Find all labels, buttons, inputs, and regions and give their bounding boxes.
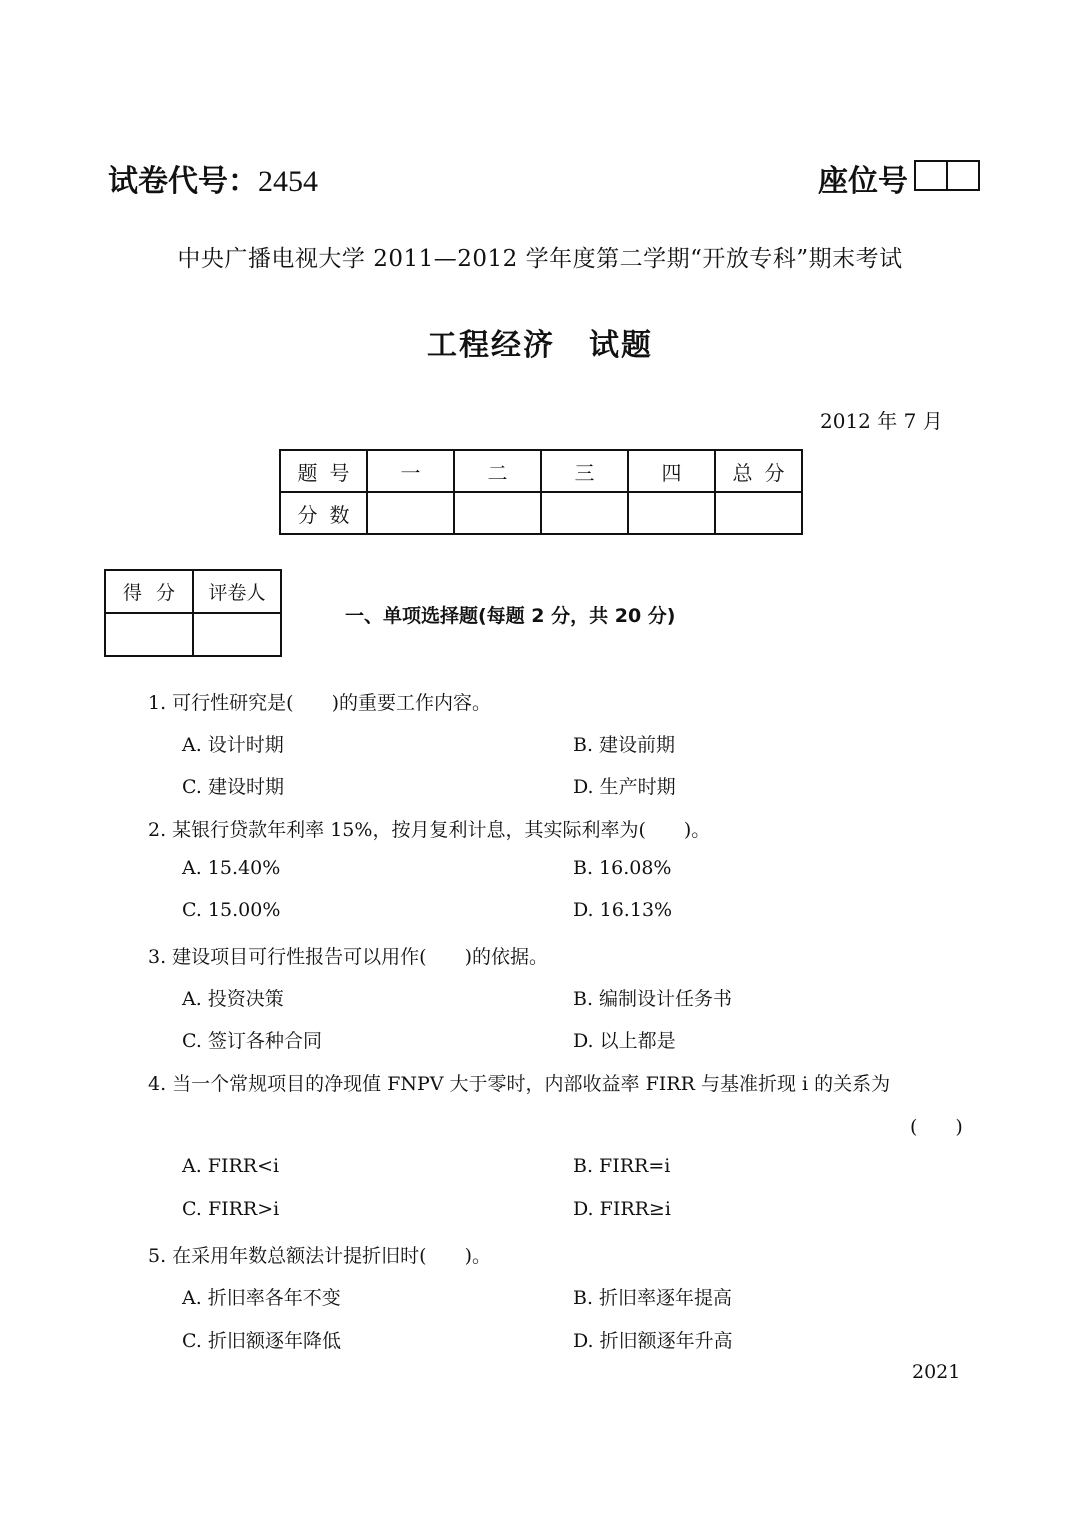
question-2-option-c: C. 15.00% <box>182 899 281 921</box>
grader-name-entry <box>193 613 281 656</box>
question-5-option-c: C. 折旧额逐年降低 <box>182 1330 341 1352</box>
score-table-header-row <box>280 450 802 492</box>
grader-score-label: 得分 <box>105 570 193 613</box>
question-2-option-a: A. 15.40% <box>182 857 281 879</box>
score-entry-cell <box>715 492 802 534</box>
exam-code-value: 2454 <box>258 165 318 198</box>
question-5-option-d: D. 折旧额逐年升高 <box>573 1330 733 1352</box>
score-table-cell: 一 <box>367 450 454 492</box>
question-1-option-b: B. 建设前期 <box>573 734 676 756</box>
exam-title-suffix: 试题 <box>589 328 653 363</box>
exam-date: 2012 年 7 月 <box>820 409 943 433</box>
question-4-stem: 4. 当一个常规项目的净现值 FNPV 大于零时，内部收益率 FIRR 与基准折现 i 的关系为 <box>148 1073 891 1095</box>
question-5-option-b: B. 折旧率逐年提高 <box>573 1287 733 1309</box>
exam-code-label: 试卷代号： <box>108 164 258 199</box>
question-4-option-a: A. FIRR<i <box>182 1155 280 1177</box>
question-2-option-d: D. 16.13% <box>573 899 673 921</box>
score-table <box>279 449 803 535</box>
score-table-score-row <box>280 492 802 534</box>
question-3-option-b: B. 编制设计任务书 <box>573 988 733 1010</box>
grader-table <box>104 569 282 657</box>
question-3-option-c: C. 签订各种合同 <box>182 1030 322 1052</box>
page-number: 2021 <box>912 1361 961 1383</box>
score-table-cell: 题号 <box>280 450 367 492</box>
grader-name-label: 评卷人 <box>193 570 281 613</box>
question-2-stem: 2. 某银行贷款年利率 15%，按月复利计息，其实际利率为( )。 <box>148 819 711 841</box>
question-3-option-a: A. 投资决策 <box>182 988 284 1010</box>
grader-score-entry <box>105 613 193 656</box>
exam-subject: 工程经济 <box>427 328 555 363</box>
question-5-option-a: A. 折旧率各年不变 <box>182 1287 341 1309</box>
score-table-cell: 二 <box>454 450 541 492</box>
question-4-option-d: D. FIRR≥i <box>573 1198 671 1220</box>
seat-box-divider <box>946 162 948 189</box>
score-entry-cell <box>628 492 715 534</box>
section-heading: 一、单项选择题(每题 2 分，共 20 分) <box>345 605 676 627</box>
question-1-option-c: C. 建设时期 <box>182 776 284 798</box>
score-entry-cell <box>454 492 541 534</box>
seat-number-label: 座位号 <box>818 164 908 199</box>
score-table-cell: 分数 <box>280 492 367 534</box>
question-4-answer-paren: ( ) <box>910 1116 963 1138</box>
question-4-option-b: B. FIRR=i <box>573 1155 671 1177</box>
score-entry-cell <box>541 492 628 534</box>
score-table-cell: 三 <box>541 450 628 492</box>
exam-code <box>108 156 318 200</box>
question-2-option-b: B. 16.08% <box>573 857 672 879</box>
score-entry-cell <box>367 492 454 534</box>
question-3-stem: 3. 建设项目可行性报告可以用作( )的依据。 <box>148 946 548 968</box>
score-table-cell: 总分 <box>715 450 802 492</box>
question-1-option-d: D. 生产时期 <box>573 776 676 798</box>
question-4-option-c: C. FIRR>i <box>182 1198 280 1220</box>
question-1-stem: 1. 可行性研究是( )的重要工作内容。 <box>148 692 491 714</box>
school-exam-line: 中央广播电视大学 2011—2012 学年度第二学期“开放专科”期末考试 <box>177 246 903 272</box>
seat-number-box <box>914 160 980 191</box>
question-1-option-a: A. 设计时期 <box>182 734 284 756</box>
question-3-option-d: D. 以上都是 <box>573 1030 676 1052</box>
exam-title <box>0 320 1080 364</box>
question-5-stem: 5. 在采用年数总额法计提折旧时( )。 <box>148 1245 491 1267</box>
score-table-cell: 四 <box>628 450 715 492</box>
